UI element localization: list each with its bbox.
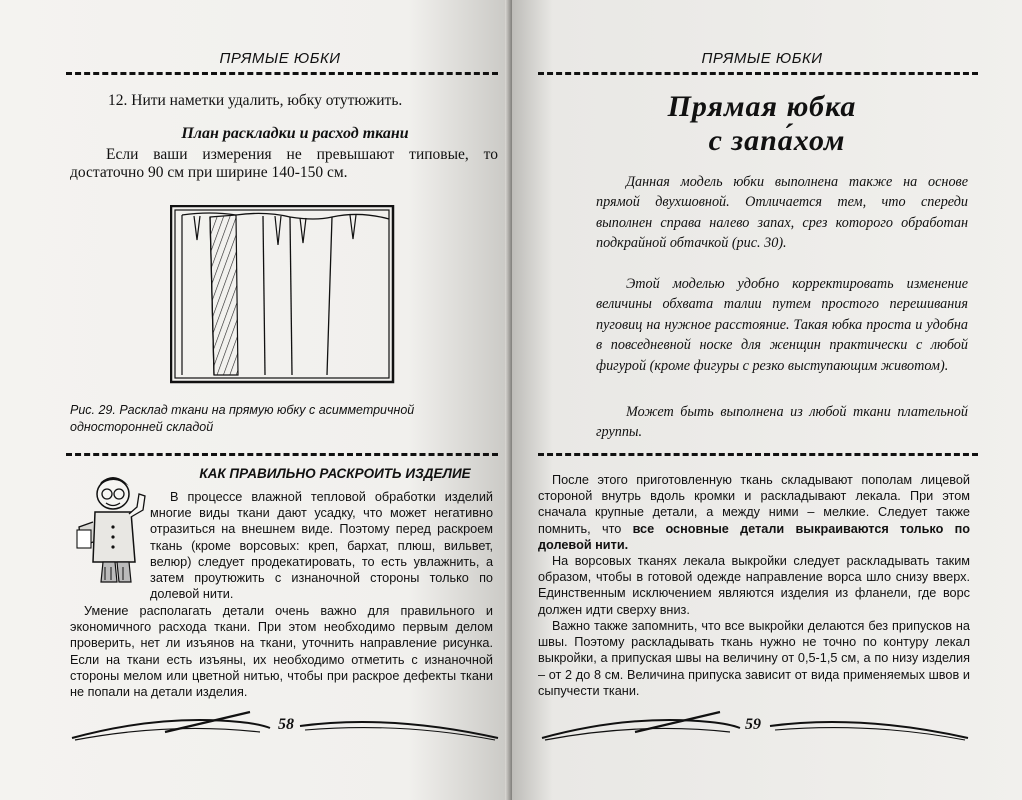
dart-3 xyxy=(300,218,306,243)
body-paragraph-1-bold: все основные детали выкраиваются только по долевой нити. xyxy=(538,521,971,552)
fabric-outline xyxy=(171,206,393,382)
layout-diagram xyxy=(170,205,395,385)
right-page xyxy=(512,0,1022,800)
body-paragraph-1-text: После этого приготовленную ткань складывают пополам лицевой стороной внутрь вдоль кромки и раскладывают лекала. При этом сначала крупные детали, а между ними – мелкие. Следует также помнить, что xyxy=(538,473,970,536)
plan-text: Если ваши измерения не превышают типовые, то достаточно 90 см при ширине 140-150 см. xyxy=(70,146,498,181)
figure-caption-line2: односторонней складой xyxy=(70,420,214,434)
right-page-number: 59 xyxy=(745,716,761,733)
figure-caption xyxy=(70,402,500,436)
hatched-fold-panel xyxy=(210,215,238,375)
left-running-header: ПРЯМЫЕ ЮБКИ xyxy=(219,50,341,67)
skirt-layout-svg xyxy=(170,205,395,385)
body-paragraph-1 xyxy=(538,472,970,553)
left-header-rule xyxy=(66,72,498,75)
article-title xyxy=(612,90,912,158)
right-section-rule xyxy=(538,453,978,456)
left-page-number: 58 xyxy=(278,716,294,733)
right-running-header: ПРЯМЫЕ ЮБКИ xyxy=(701,50,823,67)
body-paragraph-2: На ворсовых тканях лекала выкройки следует раскладывать таким образом, чтобы в готовой одежде направление ворса шло снизу вверх. Единственным исключением являются изделия из фланели, где ворс должен идти сверху вниз. xyxy=(538,554,970,617)
section-paragraph-2: Умение располагать детали очень важно для правильного и экономичного расхода ткани. При этом необходимо первым делом проверить, нет ли изъянов на ткани, уточнить направление рисунка. Если на ткани есть изъяны, их необходимо отметить с изнаночной стороны мелом или цветной нитью, чтобы при раскрое дефекты ткани не попали на детали изделия. xyxy=(70,604,493,700)
plan-heading: План раскладки и расход ткани xyxy=(181,125,409,142)
dart-2 xyxy=(275,216,281,245)
right-header-rule xyxy=(538,72,978,75)
section-heading: КАК ПРАВИЛЬНО РАСКРОИТЬ ИЗДЕЛИЕ xyxy=(199,466,471,481)
left-section-rule xyxy=(66,453,498,456)
body-paragraph-3: Важно также запомнить, что все выкройки делаются без припусков на швы. Поэтому раскладывать ткань нужно не точно по контуру лекал выкройки, а припуская швы на величину от 0,5-1,5 см, а по низу изделия – от 2 до 8 см. Величина припуска зависит от вида применяемых швов и сыпучести ткани. xyxy=(538,619,970,698)
intro-paragraph-3: Может быть выполнена из любой ткани плательной группы. xyxy=(596,404,968,441)
dart-1 xyxy=(194,216,200,240)
title-line-1: Прямая юбка xyxy=(667,90,857,123)
title-line-2: с запа́хом xyxy=(708,124,846,157)
intro-paragraph-1: Данная модель юбки выполнена также на основе прямой двухшовной. Отличается тем, что спереди выполнен справа налево запах, срез которого обработан подкрайной обтачкой (рис. 30). xyxy=(596,174,968,252)
step-12-text: 12. Нити наметки удалить, юбку отутюжить. xyxy=(108,92,403,109)
dart-4 xyxy=(350,215,356,239)
intro-paragraph-2: Этой моделью удобно корректировать изменение величины обхвата талии путем простого перешивания пуговиц на нужное расстояние. Такая юбка проста и удобна в повседневной носке для женщин практически с любой фигурой (кроме фигуры с резко выступающим животом). xyxy=(596,276,968,374)
section-paragraph-1: В процессе влажной тепловой обработки изделий многие виды ткани дают усадку, что может негативно отразиться на внешнем виде. Поэтому перед раскроем ткань (кроме ворсовых: креп, бархат, плюш, вильвет, велюр) следует продекатировать, то есть увлажнить, а затем проутюжить с изнаночной стороны только по долевой нити. xyxy=(150,490,493,602)
figure-caption-line1: Рис. 29. Расклад ткани на прямую юбку с асимметричной xyxy=(70,403,415,417)
